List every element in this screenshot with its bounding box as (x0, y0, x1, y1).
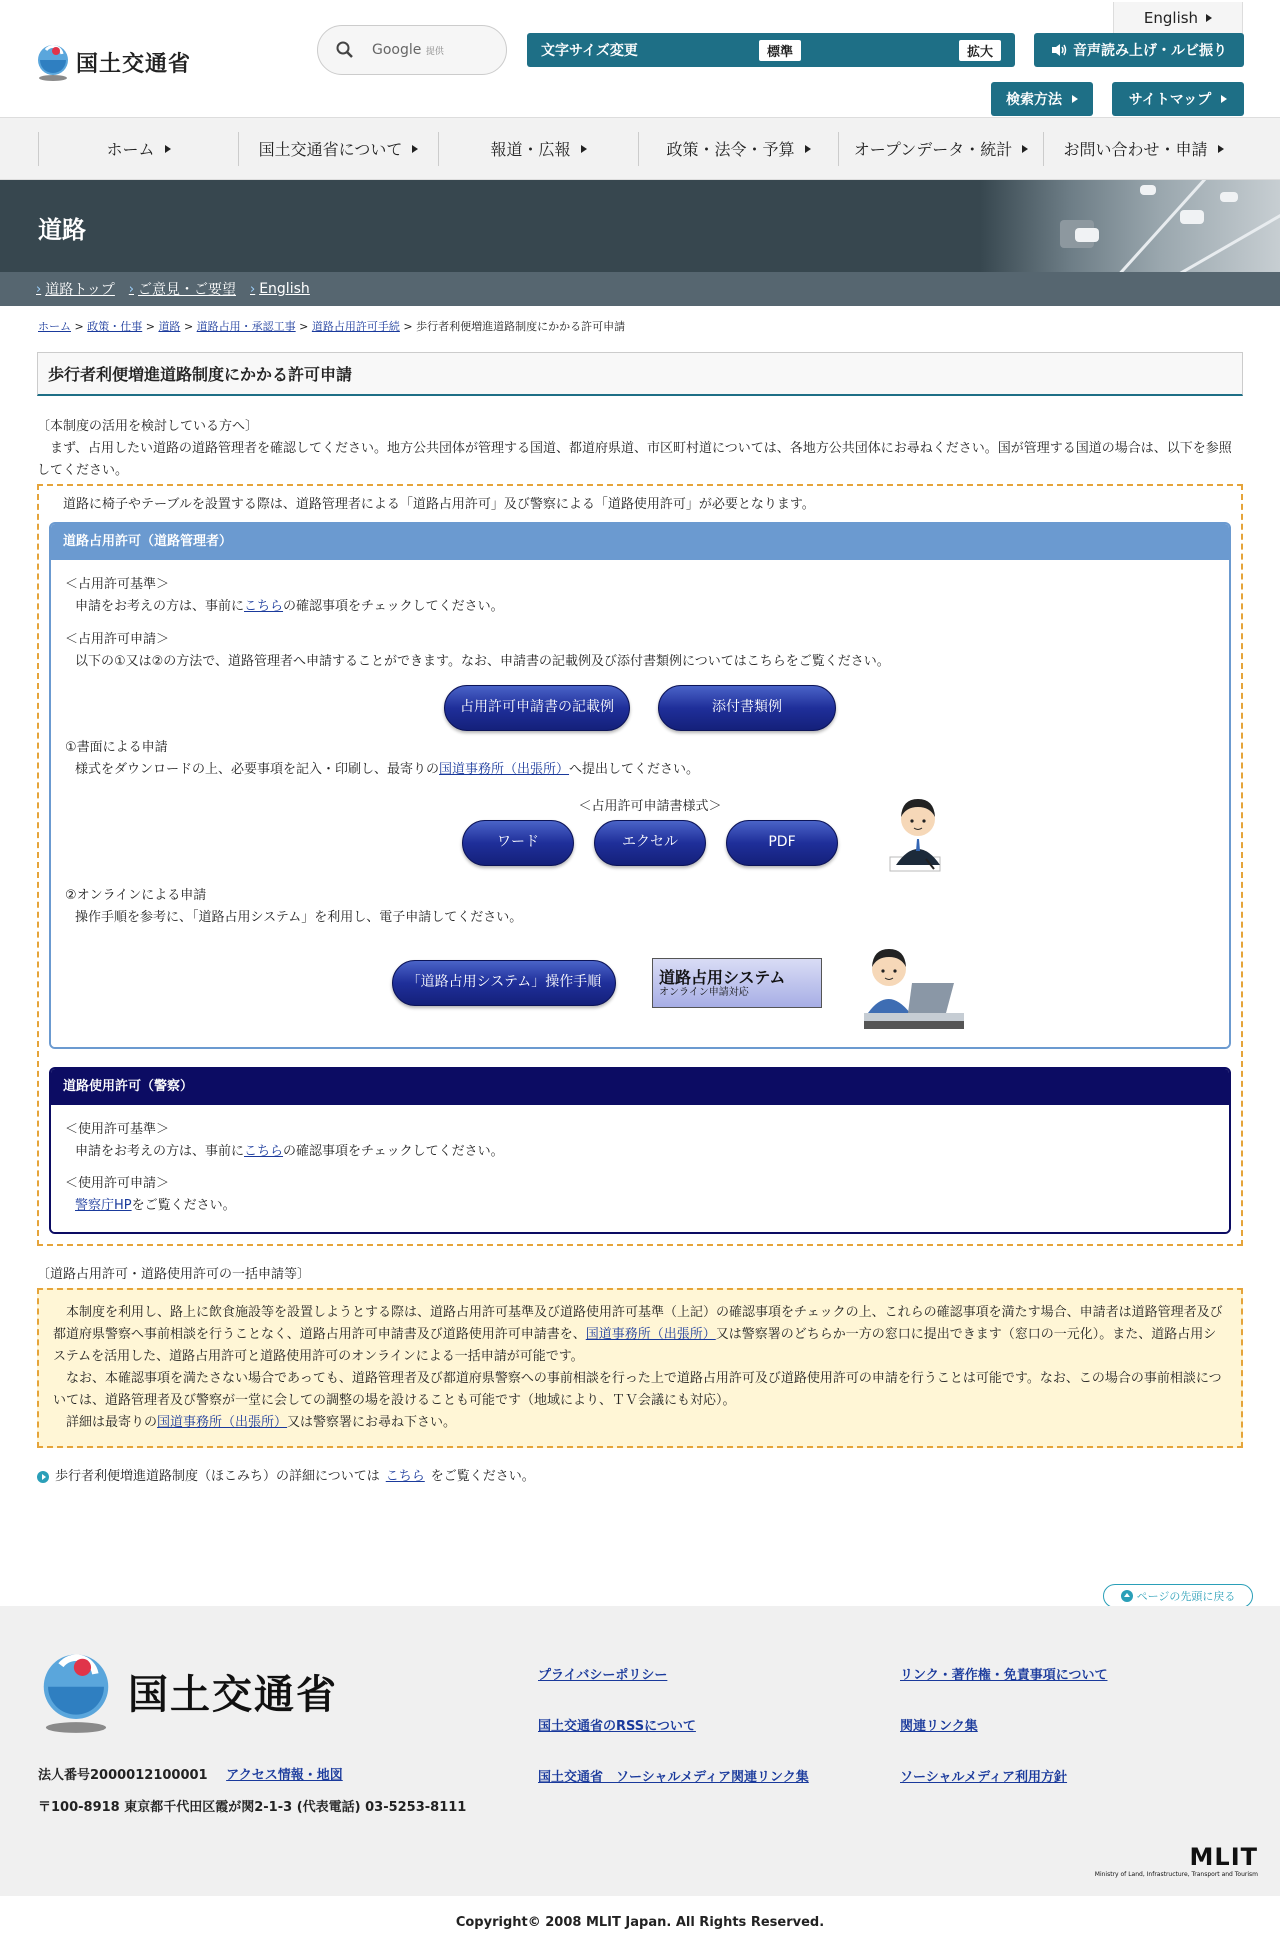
triangle-right-icon (1022, 145, 1028, 153)
system-manual-button[interactable]: 「道路占用システム」操作手順 (392, 960, 616, 1006)
subnav-label: English (259, 281, 310, 297)
text-fragment: 歩行者利便増進道路制度（ほこみち）の詳細については (55, 1469, 380, 1485)
site-logo-text: 国土交通省 (76, 51, 192, 77)
intro-heading: 〔本制度の活用を検討している方へ〕 (37, 419, 259, 434)
text-fragment: 本制度を利用し、路上に飲食施設等を設置しようとする際は、道路占用許可基準及び道路使用許可基準（上記）の確認事項をチェックの上、これらの確認事項を満たす場合、申請者は道路管理者及び都道府県警察へ事前相談を行うことなく、道路占用許可申請書及び道路使用許可申請書を、 (53, 1304, 1223, 1342)
social-media-links-link[interactable]: 国土交通省 ソーシャルメディア関連リンク集 (538, 1770, 809, 1785)
hokomichi-details-link[interactable]: こちら (385, 1469, 425, 1485)
occupancy-permit-panel (49, 522, 1231, 1049)
chevron-right-icon: › (128, 281, 134, 297)
use-application-heading: ＜使用許可申請＞ (65, 1176, 170, 1192)
gnav-item-opendata[interactable] (838, 132, 1043, 166)
triangle-right-icon (805, 145, 811, 153)
triangle-right-icon (1221, 95, 1227, 103)
gnav-item-label: お問い合わせ・申請 (1063, 140, 1208, 159)
gnav-item-label: ホーム (106, 140, 155, 159)
triangle-right-icon (581, 145, 587, 153)
privacy-policy-link[interactable]: プライバシーポリシー (538, 1668, 668, 1683)
triangle-right-icon (1072, 95, 1078, 103)
road-use-permit-panel (49, 1067, 1231, 1233)
main-content (37, 416, 1243, 1488)
subnav-label: 道路トップ (45, 282, 115, 298)
text-fragment: の確認事項をチェックしてください。 (283, 599, 504, 615)
copyright-disclaimer-link[interactable]: リンク・著作権・免責事項について (900, 1668, 1108, 1683)
text-fragment: 又は警察署にお尋ね下さい。 (287, 1415, 457, 1431)
gnav-item-label: 政策・法令・予算 (666, 140, 795, 159)
national-road-office-link[interactable]: 国道事務所（出張所） (439, 761, 570, 777)
breadcrumb-separator: > (299, 320, 309, 333)
breadcrumb-separator: > (74, 320, 84, 333)
intro-text: まず、占用したい道路の道路管理者を確認してください。地方公共団体が管理する国道、都道府県道、市区町村道については、各地方公共団体にお尋ねください。国が管理する国道の場合は、以下を参照してください。 (37, 441, 1232, 479)
text-fragment: へ提出してください。 (569, 761, 700, 777)
subnav-label: ご意見・ご要望 (138, 282, 236, 298)
text-fragment: をご覧ください。 (430, 1469, 535, 1485)
mlit-wordmark-text: MLIT (1189, 1843, 1258, 1871)
breadcrumb-separator: > (403, 320, 413, 333)
font-size-switcher (527, 33, 1015, 67)
occupancy-standard-heading: ＜占用許可基準＞ (65, 577, 170, 593)
gnav-item-label: 国土交通省について (258, 140, 403, 159)
use-standard-text (65, 1141, 1215, 1163)
breadcrumb-separator: > (145, 320, 155, 333)
gnav-item-label: オープンデータ・統計 (853, 140, 1013, 159)
bulk-paragraph-2: なお、本確認事項を満たさない場合であっても、道路管理者及び都道府県警察への事前相談を行った上で道路占用許可及び道路使用許可の申請を行うことは可能です。なお、この場合の事前相談については、道路管理者及び警察が一堂に会しての調整の場を設けることも可能です（地域により、ＴＶ会議にも対応）。 (53, 1370, 1222, 1408)
voice-reading-label: 音声読み上げ・ルビ振り (1073, 43, 1227, 59)
breadcrumb (0, 306, 1280, 340)
section-banner (0, 180, 1280, 272)
related-links-link[interactable]: 関連リンク集 (900, 1719, 978, 1734)
word-download-button[interactable]: ワード (462, 820, 574, 866)
breadcrumb-link[interactable]: 道路占用許可手続 (311, 320, 400, 333)
application-example-button[interactable]: 占用許可申請書の記載例 (444, 685, 630, 731)
gnav-item-label: 報道・広報 (490, 140, 571, 159)
breadcrumb-separator: > (183, 320, 194, 333)
paper-application-heading: ①書面による申請 (65, 739, 168, 755)
bulk-application-box (37, 1288, 1243, 1449)
copyright: Copyright© 2008 MLIT Japan. All Rights Reserved. (455, 1915, 825, 1930)
subnav-opinion-link[interactable] (129, 279, 236, 299)
text-fragment: 申請をお考えの方は、事前に (75, 1144, 245, 1160)
subnav-road-top-link[interactable] (36, 279, 115, 299)
bulk-paragraph-3 (53, 1412, 1227, 1434)
back-to-top-label: ページの先頭に戻る (1136, 1590, 1236, 1603)
english-language-button[interactable] (1113, 2, 1243, 34)
breadcrumb-link[interactable]: 道路占用・承認工事 (196, 320, 296, 333)
sitemap-label: サイトマップ (1128, 92, 1212, 108)
npa-website-link[interactable]: 警察庁HP (75, 1198, 132, 1214)
use-application-text (65, 1195, 1215, 1217)
occupancy-standard-link[interactable]: こちら (244, 599, 284, 615)
footer-info (38, 1760, 466, 1824)
search-method-button[interactable] (991, 82, 1093, 116)
national-road-office-link[interactable]: 国道事務所（出張所） (157, 1415, 288, 1431)
road-use-permit-title: 道路使用許可（警察） (51, 1069, 1229, 1105)
access-map-link[interactable]: アクセス情報・地図 (226, 1768, 343, 1783)
occupancy-standard-text (65, 596, 1215, 618)
arrow-up-circle-icon (1121, 1590, 1133, 1602)
system-banner-subtitle: オンライン申請対応 (659, 986, 749, 998)
permit-notice: 道路に椅子やテーブルを設置する際は、道路管理者による「道路占用許可」及び警察による「道路使用許可」が必要となります。 (63, 497, 815, 513)
sitemap-button[interactable] (1112, 82, 1244, 116)
font-size-large-button[interactable]: 拡大 (959, 40, 1001, 61)
system-banner-title: 道路占用システム (659, 967, 786, 987)
search-method-label: 検索方法 (1006, 92, 1062, 108)
national-road-office-link[interactable]: 国道事務所（出張所） (585, 1326, 716, 1342)
search-icon[interactable] (336, 41, 354, 59)
more-info-line (37, 1466, 1243, 1488)
permit-section (37, 484, 1243, 1245)
site-logo[interactable] (36, 42, 191, 82)
corporate-number: 法人番号2000012100001 (38, 1768, 208, 1783)
english-language-label: English (1143, 8, 1199, 27)
form-download-label: ＜占用許可申請書様式＞ (578, 798, 722, 814)
breadcrumb-link[interactable]: 道路 (158, 320, 181, 333)
bulk-paragraph-1 (53, 1302, 1227, 1368)
breadcrumb-link[interactable]: 政策・仕事 (87, 320, 143, 333)
triangle-right-icon (1206, 14, 1212, 22)
attachment-example-button[interactable]: 添付書類例 (658, 685, 836, 731)
google-provider-label: 提供 (425, 47, 444, 57)
page-title: 歩行者利便増進道路制度にかかる許可申請 (37, 352, 1243, 396)
breadcrumb-current: 歩行者利便増進道路制度にかかる許可申請 (416, 320, 626, 333)
pdf-download-button[interactable]: PDF (726, 820, 838, 866)
site-footer (0, 1606, 1280, 1896)
road-occupancy-system-banner[interactable] (652, 958, 822, 1008)
footer-address: 〒100-8918 東京都千代田区霞が関2-1-3 (代表電話) 03-5253-8111 (38, 1800, 467, 1815)
chevron-right-icon: › (250, 281, 256, 297)
global-navigation (0, 117, 1280, 180)
gnav-item-press[interactable] (438, 132, 638, 166)
paper-application-text (65, 759, 1215, 781)
text-fragment: 又は警察署のどちらか一方の窓口に提出できます（窓口の一元化）。また、道路占用システムを活用した、道路占用許可と道路使用許可のオンラインによる一括申請が可能です。 (53, 1326, 1217, 1364)
occupancy-application-text: 以下の①又は②の方法で、道路管理者へ申請することができます。なお、申請書の記載例及び添付書類例についてはこちらをご覧ください。 (75, 653, 890, 669)
footer-logo-text: 国土交通省 (128, 1671, 338, 1718)
text-fragment: 様式をダウンロードの上、必要事項を記入・印刷し、最寄りの (75, 761, 440, 777)
google-label: Google (372, 42, 422, 58)
footer-links (538, 1664, 1200, 1785)
excel-download-button[interactable]: エクセル (594, 820, 706, 866)
chevron-right-icon: › (36, 281, 42, 297)
mlit-wordmark (1095, 1843, 1258, 1878)
mlit-wordmark-subtext: Ministry of Land, Infrastructure, Transport and Tourism (1094, 1871, 1258, 1878)
bulk-application-heading: 〔道路占用許可・道路使用許可の一括申請等〕 (37, 1266, 311, 1282)
text-fragment: 申請をお考えの方は、事前に (75, 599, 245, 615)
speaker-icon (1051, 43, 1067, 57)
gnav-item-about[interactable] (238, 132, 438, 166)
site-search-input[interactable] (317, 25, 507, 75)
site-header (0, 0, 1280, 117)
subnav-english-link[interactable] (250, 281, 310, 297)
writing-person-illustration (886, 785, 950, 875)
voice-reading-button[interactable] (1034, 33, 1244, 67)
use-standard-link[interactable]: こちら (244, 1144, 284, 1160)
social-media-policy-link[interactable]: ソーシャルメディア利用方針 (900, 1770, 1068, 1785)
mlit-emblem-icon (36, 42, 70, 82)
triangle-right-icon (412, 145, 418, 153)
font-size-label: 文字サイズ変更 (541, 43, 638, 59)
rss-link[interactable]: 国土交通省のRSSについて (538, 1719, 696, 1734)
use-standard-heading: ＜使用許可基準＞ (65, 1122, 170, 1138)
section-subnav (0, 272, 1280, 306)
back-to-top-button[interactable] (1103, 1584, 1253, 1608)
text-fragment: をご覧ください。 (131, 1198, 236, 1214)
occupancy-application-heading: ＜占用許可申請＞ (65, 631, 170, 647)
occupancy-permit-title: 道路占用許可（道路管理者） (51, 524, 1229, 560)
text-fragment: 詳細は最寄りの (66, 1415, 158, 1431)
road-photo (980, 180, 1280, 272)
gnav-item-policy[interactable] (638, 132, 838, 166)
text-fragment: の確認事項をチェックしてください。 (283, 1144, 504, 1160)
arrow-circle-icon (37, 1471, 49, 1483)
laptop-person-illustration (858, 933, 968, 1033)
font-size-standard-button[interactable]: 標準 (759, 40, 801, 61)
triangle-right-icon (1218, 145, 1224, 153)
gnav-item-contact[interactable] (1043, 132, 1243, 166)
gnav-item-home[interactable] (38, 132, 238, 166)
mlit-emblem-icon (38, 1648, 114, 1734)
online-application-heading: ②オンラインによる申請 (65, 887, 207, 903)
footer-logo[interactable] (38, 1648, 338, 1734)
online-application-text: 操作手順を参考に、「道路占用システム」を利用し、電子申請してください。 (75, 910, 523, 926)
breadcrumb-link[interactable]: ホーム (38, 320, 71, 333)
triangle-right-icon (165, 145, 171, 153)
section-title: 道路 (38, 216, 86, 244)
